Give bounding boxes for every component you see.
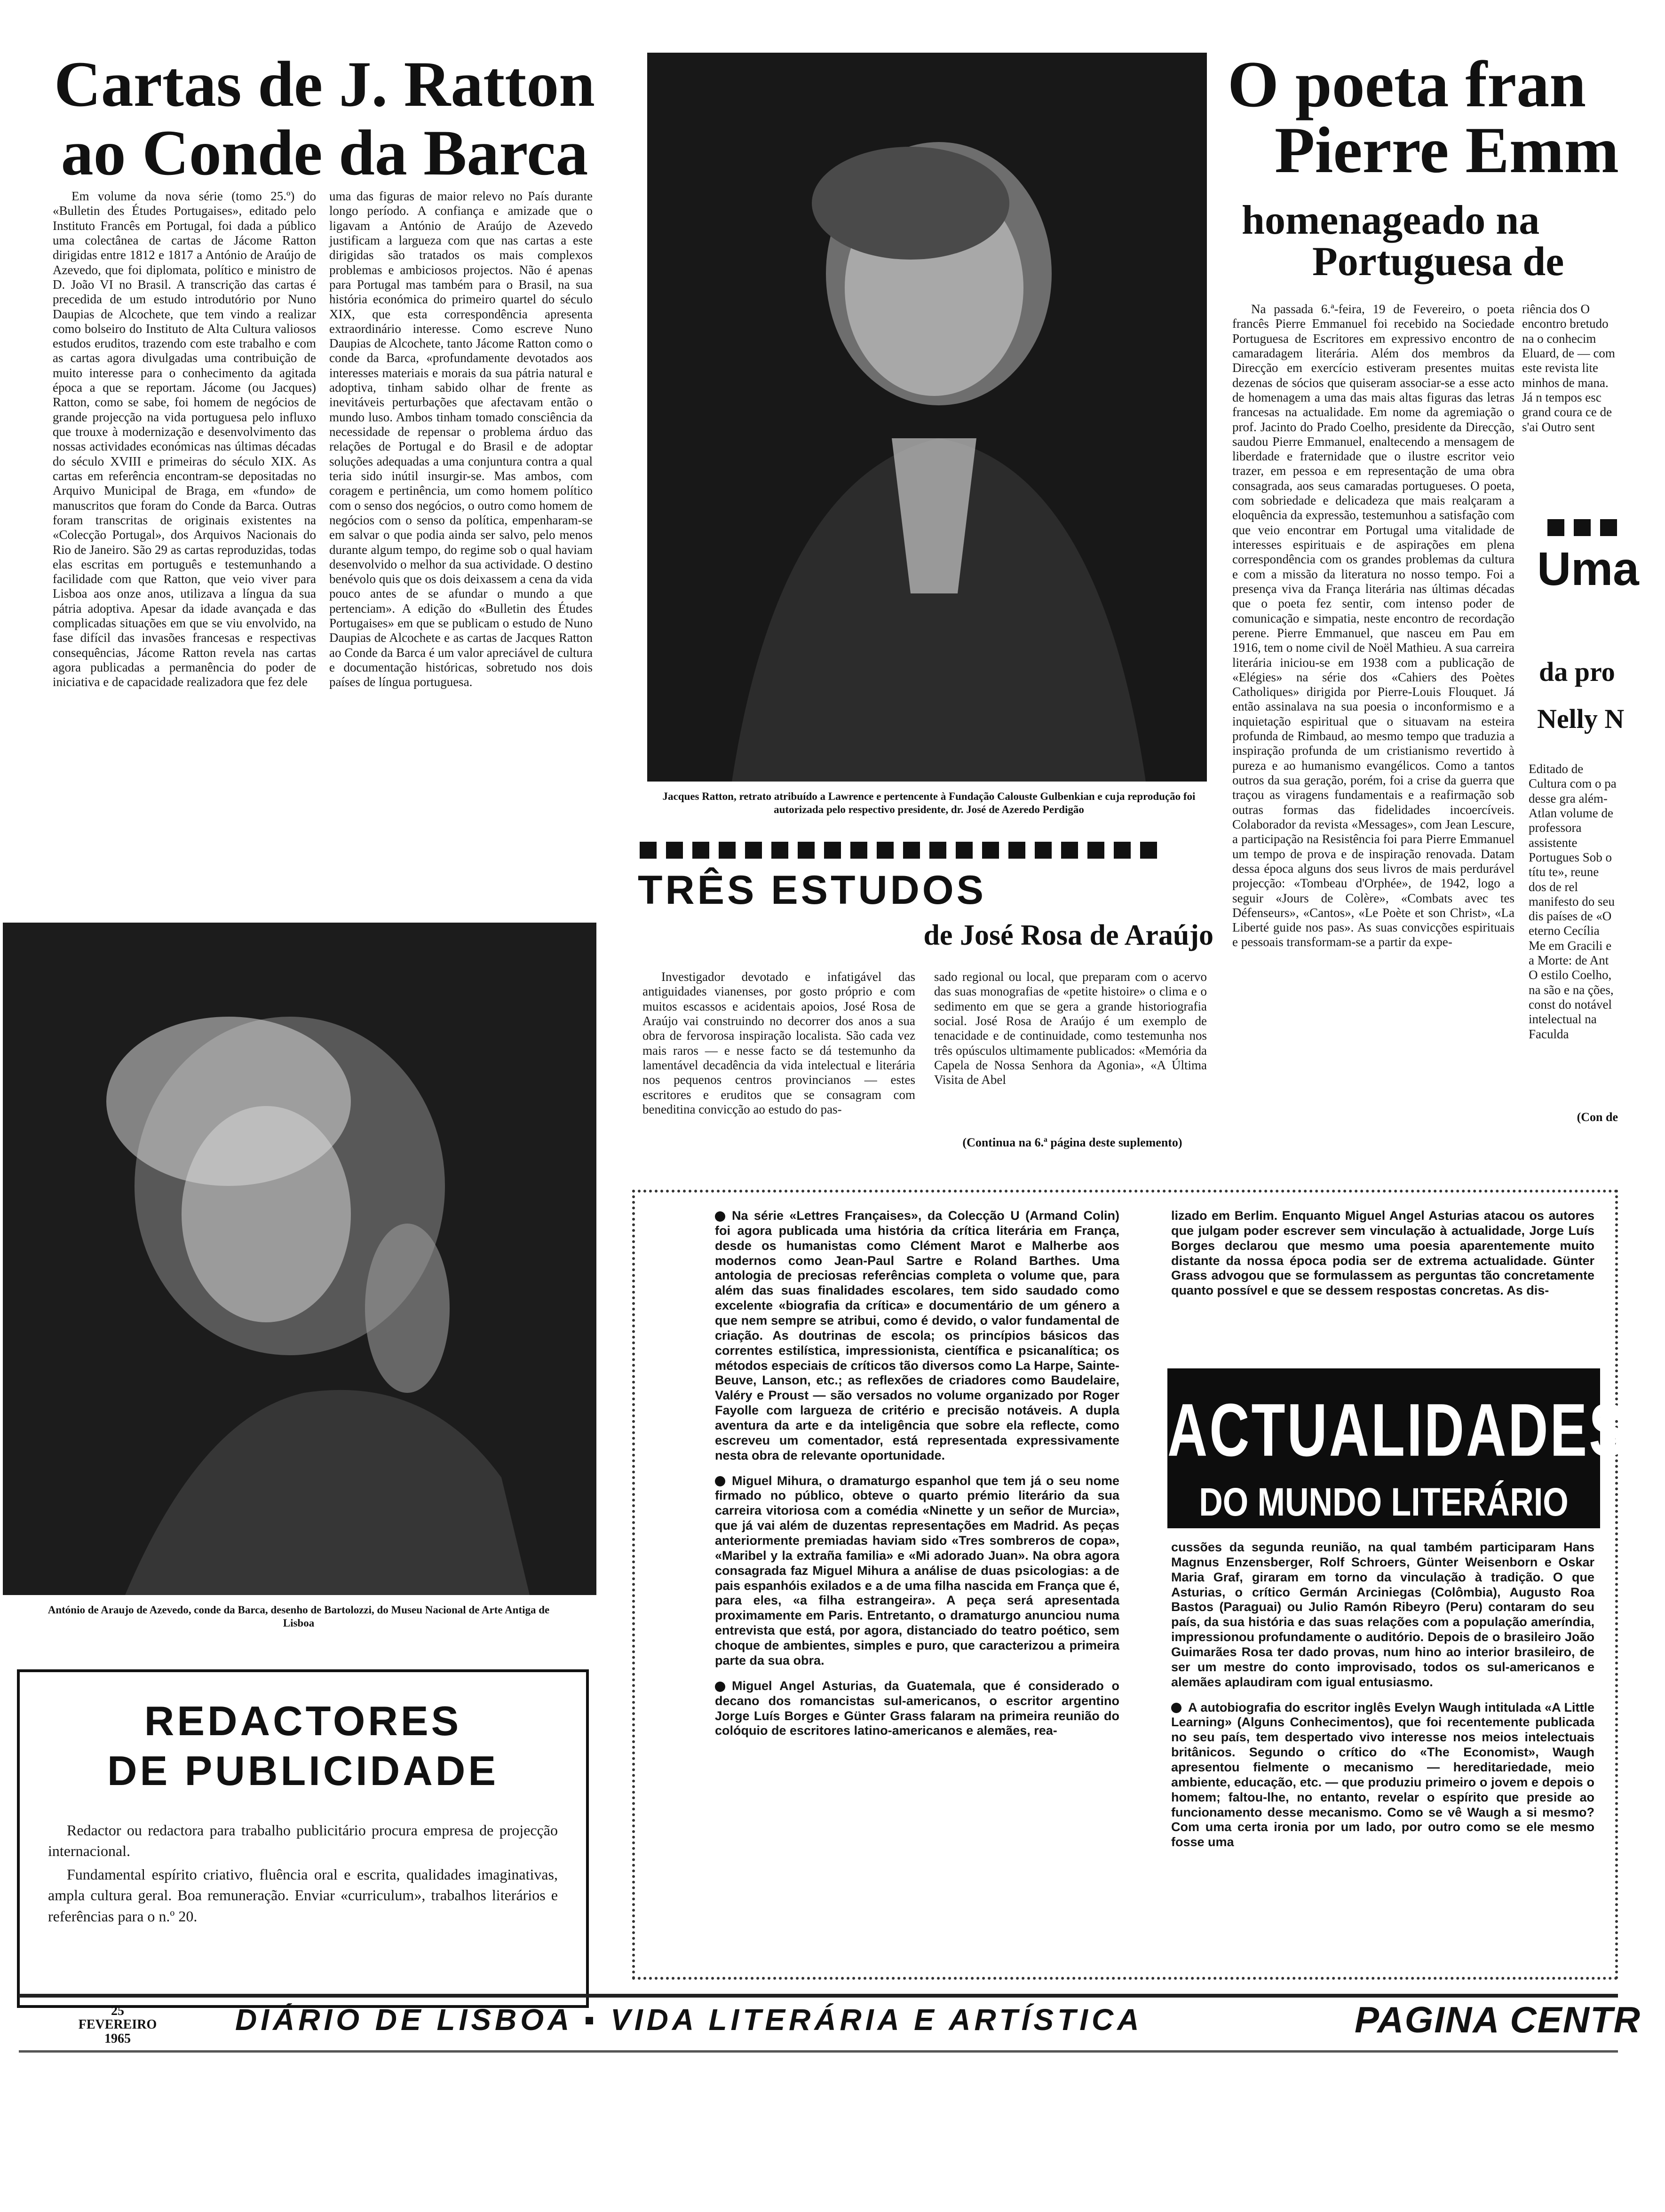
ratton-column-1 [53,189,316,916]
footer-rule-bottom [19,2050,1618,2053]
mundo-item-1-text: Na série «Lettres Françaises», da Colecção U (Armand Colin) foi agora publicada uma história da crítica literária em França, desde os humanistas como Clément Marot e Malherbe aos modernos como Jean-Paul Sartre e Roland Barthes. Uma antologia de preciosas referências completa o volume que, para além das suas finalidades escolares, tem sido saudado como excelente «biografia da crítica» e documentário de um género a que nem sempre se atribui, como é devido, o valor fundamental de criação. As doutrinas de escola; os princípios básicos das correntes estilística, impressionista, científica e psicanalítica; os métodos especiais de críticos tão diversos como La Harpe, Sainte-Beuve, Lanson, etc.; as reflexões de criadores como Baudelaire, Valéry e Proust — são versados no volume organizado por Roger Fayolle com largueza de critério e precisão notáveis. A dupla aventura da arte e da inteligência que sobre ela reflecte, como escreveu um comentador, está representada expressivamente nesta obra de relevante oportunidade. [715,1209,1119,1462]
ratton-portrait [647,53,1207,782]
bullet-icon [715,1476,725,1486]
poeta-continue-note: (Con de [1577,1110,1618,1124]
ratton-col2-text: uma das figuras de maior relevo no País durante longo período. A confiança e amizade que o ligavam a António de Araújo de Azevedo justificam a largueza com que nas cartas a este dirigidas são tratados os mais complexos problemas e ambiciosos projectos. Não é apenas para Portugal mas também para o Brasil, na sua história económica do primeiro quartel do século XIX, que esta correspondência apresenta extraordinário interesse. Como escreve Nuno Daupias de Alcochete, tanto Jácome Ratton como o conde da Barca, «profundamente devotados aos interesses materiais e morais da sua pátria natural e adoptiva, tinham sabido olhar de frente as inevitáveis perturbações que afectavam então o mundo luso. Ambos tinham tomado consciência da necessidade de repensar o problema árduo das relações de Portugal e do Brasil e de adoptar soluções adequadas a uma conjuntura contra a qual teria sido inútil insurgir-se. Mas ambos, com coragem e pertinência, um como homem político com o senso dos negócios, o outro como homem de negócios com o senso da política, empenharam-se em salvar o que podia ainda ser salvo, pelo menos durante algum tempo, do regime sob o qual haviam desenvolvido o melhor da sua actividade. O destino benévolo quis que os dois deixassem a cena da vida pouco antes de se afundar o mundo a que pertenciam». A edição do «Bulletin des Études Portugaises» em que se publicam o estudo de Nuno Daupias de Alcochete e as cartas de Jacques Ratton ao Conde da Barca é um valor apreciável de cultura e documentação históricas, sobretudo nos dois países de língua portuguesa. [329,189,593,689]
ratton-headline-line1: Cartas de J. Ratton [54,48,595,120]
poeta-column-2 [1522,302,1618,481]
poeta-col3-text: Editado de Cultura com o pa desse gra além-Atlan volume de professora assistente Portugues Sob o títu te», reune dos de rel manifesto do seu dis países de «O eterno Cecília Me em Gracili e a Morte: de Ant O estilo Coelho, na são e na ções, const do notável intelectual na Faculda [1529,762,1617,1041]
estudos-subtitle: de José Rosa de Araújo [923,919,1213,951]
mundo-item-4 [1171,1700,1594,1850]
footer-rule-top [19,1994,1618,1998]
poeta-subhead-line2: Portuguesa de [1312,239,1564,284]
bullet-icon [715,1682,725,1692]
nelly-subhead: Nelly N [1537,703,1625,734]
publicity-ad-box [17,1669,589,2008]
actualidades-banner-title: ACTUALIDADES [1167,1388,1628,1472]
mundo-right-text-1: lizado em Berlim. Enquanto Miguel Angel Asturias atacou os autores que julgam poder escrever sem vinculação à actualidade, Jorge Luís Borges declarou que mesmo uma poesia aparentemente muito distante da nossa época podia ser de extrema actualidade. Günter Grass advogou que se formulassem as perguntas tão concretamente quanto possível e que se dessem respostas concretas. As dis- [1171,1209,1594,1298]
poeta-column-3 [1529,762,1618,1100]
azevedo-portrait-image [3,923,596,1595]
estudos-title: TRÊS ESTUDOS [638,868,986,913]
bullet-icon [715,1211,725,1222]
footer-day: 25 [111,2004,124,2018]
estudos-column-2 [934,970,1207,1125]
ad-paragraph-1: Redactor ou redactora para trabalho publicitário procura empresa de projecção internacional. [48,1822,558,1860]
ratton-headline-line2: ao Conde da Barca [61,117,588,189]
ratton-portrait-image [647,53,1207,782]
estudos-col1-text: Investigador devotado e infatigável das antiguidades vianenses, por gosto próprio e com muitos escassos e acidentais apoios, José Rosa de Araújo vai construindo no decorrer dos anos a sua obra de fervorosa inspiração localista. São cada vez mais raros — e nesse facto se dá testemunho da lamentável decadência da vida intelectual e literária nos pequenos centros provincianos — estes escritores e eruditos que se consagram com beneditina convicção ao estudo do pas- [642,970,915,1116]
poeta-headline-line2: Pierre Emm [1275,114,1619,187]
footer-month: FEVEREIRO [78,2017,157,2032]
poeta-divider [1547,519,1617,536]
ad-title-line2: DE PUBLICIDADE [107,1747,499,1794]
mundo-column-right-top [1171,1209,1594,1350]
ad-paragraph-2: Fundamental espírito criativo, fluência oral e escrita, qualidades imaginativas, ampla cultura geral. Boa remuneração. Enviar «curriculum», trabalhos literários e referências para o n.º 20. [48,1866,558,1925]
ratton-portrait-caption: Jacques Ratton, retrato atribuído a Lawrence e pertencente à Fundação Calouste Gulbenkian e cuja reprodução foi autorizada pelo respectivo presidente, dr. José de Azeredo Perdigão [662,790,1196,815]
actualidades-banner-subtitle: DO MUNDO LITERÁRIO [1199,1480,1569,1524]
mundo-item-4-text: A autobiografia do escritor inglês Evelyn Waugh intitulada «A Little Learning» (Alguns Conhecimentos), que foi recentemente publicada no seu país, tem despertado vivo interesse nos meios intelectuais britânicos. Segundo o crítico do «The Economist», Waugh apresentou fielmente o mecanismo — hereditariedade, meio ambiente, educação, etc. — que produziu primeiro o jovem e depois o homem; faltou-lhe, no entanto, revelar o espírito que preside ao funcionamento desse mecanismo. Como se vê Waugh a si mesmo? Com uma certa ironia por um lado, por outro como se ele mesmo fosse uma [1171,1700,1594,1849]
mundo-item-2 [715,1474,1119,1668]
bullet-icon [1171,1703,1181,1713]
ad-title-line1: REDACTORES [144,1698,462,1744]
mundo-right-text-2: cussões da segunda reunião, na qual também participaram Hans Magnus Enzensberger, Rolf Schroers, Günter Weisenborn e Oskar Maria Graf, giraram em torno da vinculação à tradição. O que Asturias, o crítico Germán Arciniegas (Colômbia), Augusto Roa Bastos (Paraguai) ou Julio Ramón Ribeyro (Peru) contaram do seu país, da sua história e das suas relações com a população ameríndia, impressionou profundamente o auditório. Depois de o brasileiro João Guimarães Rosa ter dado provas, num hino ao interior brasileiro, de ser um mestre do conto improvisado, todos os sul-americanos e alemães aplaudiram com igual entusiasmo. [1171,1540,1594,1689]
mundo-item-1 [715,1209,1119,1463]
footer-date [71,2004,165,2046]
footer-year: 1965 [104,2031,131,2046]
mundo-column-left [715,1209,1119,1970]
ratton-column-2 [329,189,593,916]
poeta-column-1 [1232,302,1514,1167]
ad-body [48,1820,558,1927]
poeta-col2-text: riência dos O encontro bretudo na o conhecim Eluard, de — com este revista lite minhos de mana. Já n tempos esc grand coura ce de s'ai Outro sent [1522,302,1615,434]
ad-title [20,1700,586,1792]
azevedo-caption: António de Araujo de Azevedo, conde da Barca, desenho de Bartolozzi, do Museu Nacional de Arte Antiga de Lisboa [48,1604,550,1629]
mundo-item-2-text: Miguel Mihura, o dramaturgo espanhol que tem já o seu nome firmado no público, obteve o quarto prémio literário da sua carreira vitoriosa com a comédia «Ninette y un señor de Murcia», que já vai além de duzentas representações em Madrid. As peças anteriormente premiadas haviam sido «Tres sombreros de copa», «Maribel y la extraña familia» e «Mi adorado Juan». Na obra agora consagrada faz Miguel Mihura a análise de duas psicologias: a de pais espanhóis exilados e a de uma filha nascida em França que é, para eles, «a filha estrangeira». A peça será apresentada proximamente em Paris. Entretanto, o dramaturgo anunciou numa entrevista que está, por agora, distanciado do teatro poético, sem choque de ambientes, simples e puro, que caracterizou a primeira parte da sua obra. [715,1473,1119,1667]
poeta-subhead-line1: homenageado na [1242,198,1540,243]
actualidades-banner [1167,1368,1628,1528]
uma-headline: Uma [1537,543,1639,595]
estudos-divider [640,842,1157,859]
ratton-col1-text: Em volume da nova série (tomo 25.º) do «Bulletin des Études Portugaises», editado pelo Instituto Francês em Portugal, foi dada a público uma colectânea de cartas de Jácome Ratton dirigidas entre 1812 e 1817 a António de Araújo de Azevedo, que foi diplomata, político e ministro de D. João VI no Brasil. A transcrição das cartas é precedida de um estudo introdutório por Nuno Daupias de Alcochete, que tem vindo a realizar como bolseiro do Instituto de Alta Cultura valiosos estudos eruditos, trazendo com este trabalho e com as cartas agora divulgadas uma contribuição de muito interesse para o conhecimento da agitada época a que se reportam. Jácome (ou Jacques) Ratton, como se sabe, foi homem de negócios de grande projecção na vida portuguesa pelo influxo que trouxe à modernização e desenvolvimento das nossas actividades económicas nas últimas décadas do século XVIII e primeiras do século XIX. As cartas em referência encontram-se depositadas no Arquivo Municipal de Braga, em «fundo» de manuscritos que foram do Conde da Barca. Outras foram transcritas de originais existentes na «Colecção Portugal», dos Arquivos Nacionais do Rio de Janeiro. São 29 as cartas reproduzidas, todas elas escritas em português e testemunhando a facilidade com que Ratton, que veio viver para Lisboa aos onze anos, utilizava a língua da sua pátria adoptiva. Apesar da idade avançada e das complicadas situações em que se viu envolvido, na fase difícil das invasões francesas e respectivas consequências, Jácome Ratton revela nas cartas agora publicadas a permanência do poder de iniciativa e de capacidade realizadora que fez dele [53,189,316,689]
estudos-continue-note: (Continua na 6.ª página deste suplemento) [962,1136,1182,1149]
poeta-headline-line1: O poeta fran [1228,48,1586,121]
poeta-col1-text: Na passada 6.ª-feira, 19 de Fevereiro, o poeta francês Pierre Emmanuel foi recebido na Sociedade Portuguesa de Escritores em expressivo encontro de camaradagem literária. Além dos membros da Direcção em exercício estiveram presentes muitas dezenas de sócios que quiseram associar-se a esse acto de homenagem a uma das mais altas figuras das letras francesas na actualidade. Em nome da agremiação o prof. Jacinto do Prado Coelho, presidente da Direcção, saudou Pierre Emmanuel, enaltecendo a mensagem de liberdade e fraternidade que o ilustre escritor veio trazer, em pessoa e em representação de uma obra consagrada, aos seus camaradas portugueses. O poeta, com sobriedade e delicadeza que mais realçaram a eloquência da expressão, testemunhou a satisfação com que veio encontrar em Portugal uma vitalidade de interesses espirituais e de aspirações em plena correspondência com os grandes problemas da cultura e com a missão da literatura no nosso tempo. Foi a presença viva da França literária nas últimas décadas que o poeta fez sentir, com intenso poder de comunicação e simpatia, neste encontro de recordação perene. Pierre Emmanuel, que nasceu em Pau em 1916, tem o nome civil de Noël Mathieu. A sua carreira literária iniciou-se em 1938 com a publicação de «Elégies» na série dos «Cahiers des Poètes Catholiques» dirigida por Pierre-Louis Flouquet. Já então assinalava na sua poesia o inconformismo e a inquietação espiritual que o situavam na esteira profunda de Rimbaud, ao mesmo tempo que traduzia a inspiração profunda de um cristianismo revertido à pureza e ao humanismo evangélicos. Como a tantos outros da sua geração, porém, foi a crise da guerra que traçou as viragens fundamentais e a reafirmação sob outras formas das fidelidades incoercíveis. Colaborador da revista «Messages», com Jean Lescure, a participação na Resistência foi para Pierre Emmanuel um tempo de prova e de inspiração renovada. Datam dessa época alguns dos seus livros de mais perdurável projecção: «Tombeau d'Orphée», de 1942, logo a seguir «Jours de Colère», «Combats avec tes Défenseurs», «Cantos», «Le Poète et son Christ», «La Liberté guide nos pas». As suas convicções espirituais e pessoais transformam-se a partir da expe- [1232,302,1514,949]
estudos-column-1 [642,970,915,1177]
mundo-column-right-bottom [1171,1540,1594,1973]
footer-page-label: PAGINA CENTR [1355,1999,1641,2040]
poeta-subhead [1242,200,1665,283]
mundo-item-3 [715,1679,1119,1738]
ratton-headline [28,48,621,189]
poeta-headline [1228,48,1651,187]
mundo-item-3-text: Miguel Angel Asturias, da Guatemala, que é considerado o decano dos romancistas sul-americanos, o escritor argentino Jorge Luís Borges e Günter Grass falaram na primeira reunião do colóquio de escritores latino-americanos e alemães, rea- [715,1678,1119,1738]
da-pro-subhead: da pro [1539,656,1615,687]
estudos-col2-text: sado regional ou local, que preparam com o acervo das suas monografias de «petite histoire» o clima e o sedimento em que se gera a grande historiografia social. José Rosa de Araújo é um exemplo de tenacidade e de continuidade, como testemunha nos três opúsculos ultimamente publicados: «Memória da Capela de Nossa Senhora da Agonia», «A Última Visita de Abel [934,970,1207,1087]
footer-banner: DIÁRIO DE LISBOA ▪ VIDA LITERÁRIA E ARTÍSTICA [235,2003,1143,2037]
azevedo-portrait [3,923,596,1595]
